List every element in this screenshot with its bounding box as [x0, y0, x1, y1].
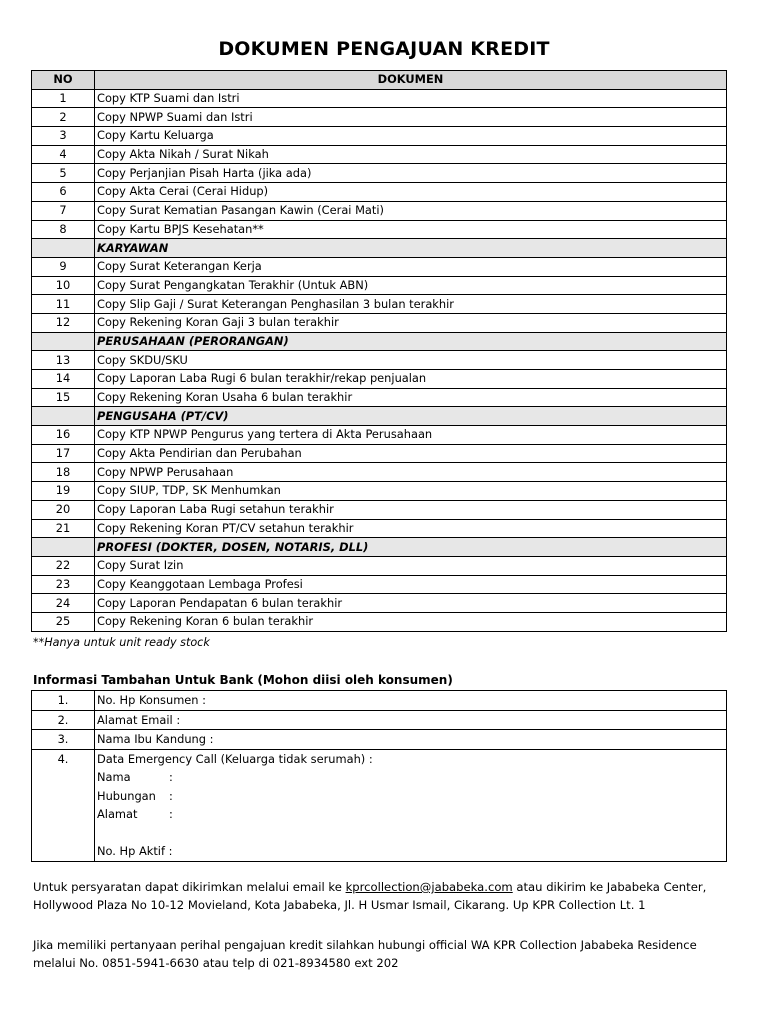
row-number: 2: [32, 108, 95, 127]
para1-after: atau dikirim ke Jababeka Center, Hollywood Plaza No 10-12 Movieland, Kota Jababeka, Jl. H Usmar Ismail, Cikarang. Up KPR Collection Lt. 1: [33, 880, 707, 912]
row-number: 19: [32, 482, 95, 501]
row-number: 16: [32, 426, 95, 445]
info-table-body: [32, 691, 727, 750]
section-row: [32, 538, 727, 557]
document-name: Copy Akta Cerai (Cerai Hidup): [95, 183, 727, 202]
table-row: [32, 463, 727, 482]
info-field[interactable]: Nama Ibu Kandung :: [95, 730, 727, 750]
para1-before: Untuk persyaratan dapat dikirimkan melalui email ke: [33, 880, 346, 894]
field-sep: :: [169, 807, 173, 821]
row-number: 10: [32, 276, 95, 295]
contact-paragraph: Jika memiliki pertanyaan perihal pengajuan kredit silahkan hubungi official WA KPR Collection Jababeka Residence melalui No. 0851-5941-6630 atau telp di 021-8934580 ext 202: [33, 938, 697, 970]
footnote: **Hanya untuk unit ready stock: [33, 636, 210, 649]
table-row: [32, 575, 727, 594]
emergency-phone-field[interactable]: No. Hp Aktif :: [97, 844, 173, 858]
document-name: Copy Surat Pengangkatan Terakhir (Untuk ABN): [95, 276, 727, 295]
row-number: 25: [32, 612, 95, 631]
document-name: Copy Rekening Koran 6 bulan terakhir: [95, 612, 727, 631]
document-name: Copy NPWP Perusahaan: [95, 463, 727, 482]
table-row: [32, 482, 727, 501]
row-number: 11: [32, 295, 95, 314]
section-label: PROFESI (DOKTER, DOSEN, NOTARIS, DLL): [95, 538, 727, 557]
row-number: 22: [32, 556, 95, 575]
document-table-body: [32, 89, 727, 631]
email-link[interactable]: kprcollection@jababeka.com: [345, 880, 513, 894]
row-number: 18: [32, 463, 95, 482]
emergency-spacer: [97, 824, 724, 843]
section-number-cell: [32, 407, 95, 426]
header-no: NO: [32, 71, 95, 90]
section-number-cell: [32, 332, 95, 351]
page-title: DOKUMEN PENGAJUAN KREDIT: [218, 38, 550, 60]
table-row: [32, 145, 727, 164]
info-field[interactable]: No. Hp Konsumen :: [95, 691, 727, 711]
section-row: [32, 332, 727, 351]
section-label: PERUSAHAAN (PERORANGAN): [95, 332, 727, 351]
field-label: Alamat: [97, 807, 138, 821]
table-header-row: [32, 71, 727, 90]
field-label: Nama: [97, 770, 131, 784]
document-name: Copy Akta Pendirian dan Perubahan: [95, 444, 727, 463]
field-sep: :: [169, 788, 173, 803]
document-name: Copy SKDU/SKU: [95, 351, 727, 370]
row-number: 13: [32, 351, 95, 370]
table-row: [32, 370, 727, 389]
section-row: [32, 407, 727, 426]
row-number: 3: [32, 127, 95, 146]
table-row: [32, 500, 727, 519]
row-number: 23: [32, 575, 95, 594]
table-row: [32, 388, 727, 407]
row-number: 20: [32, 500, 95, 519]
row-number: 5: [32, 164, 95, 183]
table-row: [32, 201, 727, 220]
table-row: [32, 519, 727, 538]
section-label: KARYAWAN: [95, 239, 727, 258]
document-name: Copy Surat Keterangan Kerja: [95, 257, 727, 276]
row-number: 1: [32, 89, 95, 108]
info-row: [32, 691, 727, 711]
row-number: 2.: [32, 710, 95, 730]
table-row: [32, 351, 727, 370]
section-number-cell: [32, 538, 95, 557]
document-name: Copy Kartu Keluarga: [95, 127, 727, 146]
row-number: 4: [32, 145, 95, 164]
info-table: [31, 690, 727, 862]
document-name: Copy SIUP, TDP, SK Menhumkan: [95, 482, 727, 501]
table-row: [32, 127, 727, 146]
table-row: [32, 164, 727, 183]
submission-paragraph: [33, 878, 733, 914]
table-row: [32, 295, 727, 314]
emergency-row: [32, 749, 727, 861]
table-row: [32, 612, 727, 631]
row-number: 17: [32, 444, 95, 463]
table-row: [32, 444, 727, 463]
document-name: Copy Laporan Laba Rugi setahun terakhir: [95, 500, 727, 519]
table-row: [32, 426, 727, 445]
table-row: [32, 220, 727, 239]
document-name: Copy Rekening Koran Usaha 6 bulan terakhir: [95, 388, 727, 407]
emergency-heading: Data Emergency Call (Keluarga tidak serumah) :: [97, 751, 373, 766]
document-name: Copy Surat Kematian Pasangan Kawin (Cerai Mati): [95, 201, 727, 220]
row-number: 21: [32, 519, 95, 538]
row-number: 6: [32, 183, 95, 202]
table-row: [32, 276, 727, 295]
emergency-field-hubungan[interactable]: [97, 787, 724, 806]
row-number: 9: [32, 257, 95, 276]
table-row: [32, 257, 727, 276]
table-row: [32, 89, 727, 108]
emergency-field-alamat[interactable]: [97, 805, 724, 824]
document-name: Copy Keanggotaan Lembaga Profesi: [95, 575, 727, 594]
document-name: Copy Kartu BPJS Kesehatan**: [95, 220, 727, 239]
row-number: 8: [32, 220, 95, 239]
info-section-title: Informasi Tambahan Untuk Bank (Mohon diisi oleh konsumen): [33, 673, 453, 687]
row-number: 7: [32, 201, 95, 220]
row-number: 4.: [32, 749, 95, 861]
document-name: Copy Perjanjian Pisah Harta (jika ada): [95, 164, 727, 183]
document-name: Copy Surat Izin: [95, 556, 727, 575]
document-name: Copy Rekening Koran PT/CV setahun terakhir: [95, 519, 727, 538]
row-number: 14: [32, 370, 95, 389]
emergency-field-nama[interactable]: [97, 768, 724, 787]
header-dokumen: DOKUMEN: [95, 71, 727, 90]
section-label: PENGUSAHA (PT/CV): [95, 407, 727, 426]
info-field[interactable]: Alamat Email :: [95, 710, 727, 730]
table-row: [32, 594, 727, 613]
table-row: [32, 313, 727, 332]
document-name: Copy Rekening Koran Gaji 3 bulan terakhir: [95, 313, 727, 332]
document-name: Copy KTP Suami dan Istri: [95, 89, 727, 108]
section-number-cell: [32, 239, 95, 258]
document-name: Copy Laporan Pendapatan 6 bulan terakhir: [95, 594, 727, 613]
document-name: Copy KTP NPWP Pengurus yang tertera di Akta Perusahaan: [95, 426, 727, 445]
row-number: 3.: [32, 730, 95, 750]
table-row: [32, 108, 727, 127]
table-row: [32, 183, 727, 202]
document-name: Copy Akta Nikah / Surat Nikah: [95, 145, 727, 164]
document-table: [31, 70, 727, 632]
row-number: 1.: [32, 691, 95, 711]
table-row: [32, 556, 727, 575]
field-sep: :: [169, 770, 173, 784]
emergency-cell: [95, 749, 727, 861]
document-name: Copy Slip Gaji / Surat Keterangan Penghasilan 3 bulan terakhir: [95, 295, 727, 314]
info-row: [32, 730, 727, 750]
section-row: [32, 239, 727, 258]
document-name: Copy Laporan Laba Rugi 6 bulan terakhir/rekap penjualan: [95, 370, 727, 389]
row-number: 24: [32, 594, 95, 613]
field-label: Hubungan: [97, 788, 156, 803]
row-number: 12: [32, 313, 95, 332]
row-number: 15: [32, 388, 95, 407]
info-row: [32, 710, 727, 730]
document-name: Copy NPWP Suami dan Istri: [95, 108, 727, 127]
